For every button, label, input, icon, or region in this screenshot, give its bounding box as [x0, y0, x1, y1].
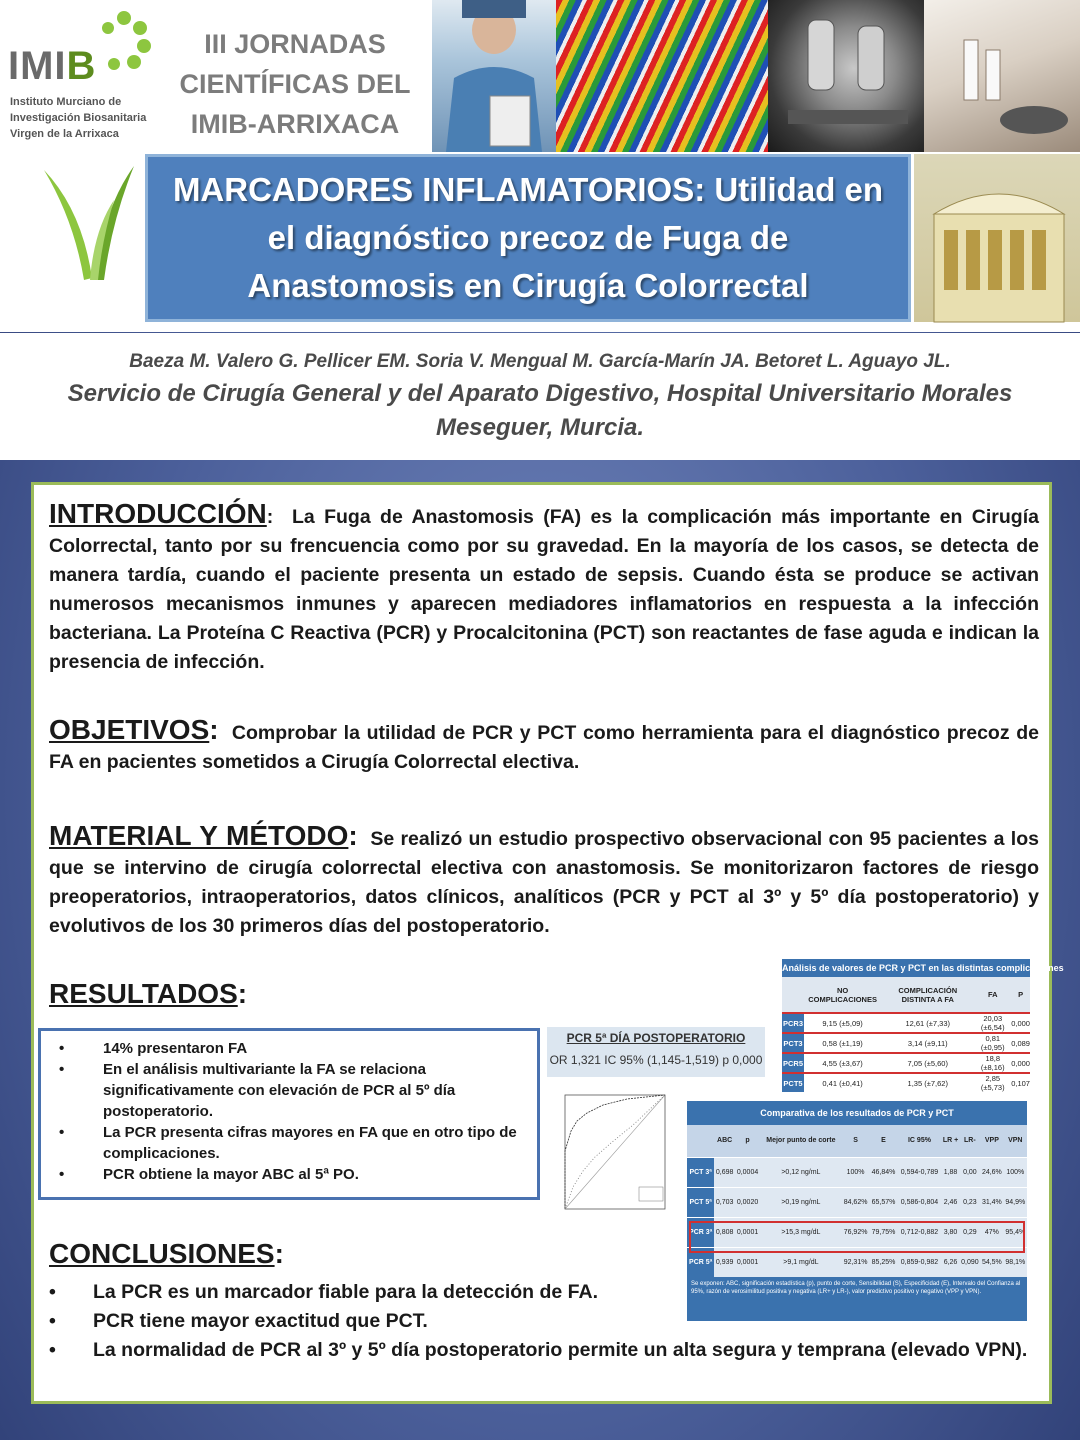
conclusion-item: • La PCR es un marcador fiable para la detección de FA. — [49, 1281, 598, 1303]
table-cell: 79,75% — [870, 1217, 898, 1247]
table-cell: 12,61 (±7,33) — [881, 1013, 974, 1033]
table-cell: 0,808 — [714, 1217, 735, 1247]
table-cell: 0,089 — [1011, 1033, 1030, 1053]
table-row — [782, 1053, 1030, 1073]
table-header-cell: E — [870, 1125, 898, 1157]
table-cell: 31,4% — [980, 1187, 1003, 1217]
section-conclusiones: CONCLUSIONES: — [49, 1238, 284, 1269]
introduccion-text: La Fuga de Anastomosis (FA) es la complicación más importante en Cirugía Colorrectal, tanto por su frencuencia como por su gravedad. En la mayoría de los casos, se detecta de manera tardía, cuando el paciente presenta un estado de sepsis. Cuando ésta se produce se activan numerosos mecanismos inmunes y aparecen mediadores inflamatorios en respuesta a la infección bacteriana. La Proteína C Reactiva (PCR) y Procalcitonina (PCT) son reactantes de fase aguda e indican la presencia de infección. — [49, 506, 1039, 673]
table-cell: 0,594-0,789 — [897, 1157, 941, 1187]
table-header-cell — [687, 1125, 714, 1157]
comparison-table-title: Comparativa de los resultados de PCR y PCT — [687, 1101, 1027, 1125]
table-header-cell: IC 95% — [897, 1125, 941, 1157]
table-cell: 18,8 (±8,16) — [974, 1053, 1011, 1073]
table-header-cell: Mejor punto de corte — [760, 1125, 841, 1157]
table-cell: 92,31% — [842, 1247, 870, 1277]
table-cell: 54,5% — [980, 1247, 1003, 1277]
results-item: • La PCR presenta cifras mayores en FA que en otro tipo de complicaciones. — [59, 1124, 517, 1162]
table-row — [687, 1187, 1027, 1217]
table-cell: 9,15 (±5,09) — [804, 1013, 881, 1033]
table-row-label: PCT3 — [782, 1033, 804, 1053]
table-header-cell: VPP — [980, 1125, 1003, 1157]
leaves-icon — [4, 160, 140, 280]
table-row — [687, 1157, 1027, 1187]
resultados-heading: RESULTADOS — [49, 978, 238, 1009]
table-header-cell: FA — [974, 977, 1011, 1013]
table-cell: >9,1 mg/dL — [760, 1247, 841, 1277]
table-cell: 76,92% — [842, 1217, 870, 1247]
header-band — [0, 0, 1080, 332]
table-cell: 85,25% — [870, 1247, 898, 1277]
objetivos-text: Comprobar la utilidad de PCR y PCT como herramienta para el diagnóstico precoz de FA en pacientes sometidos a Cirugía Colorrectal electiva. — [49, 722, 1039, 773]
section-resultados: RESULTADOS: — [49, 978, 248, 1009]
table-cell: 0,0001 — [735, 1217, 760, 1247]
table-header-cell: LR- — [960, 1125, 981, 1157]
complications-table-grid — [782, 977, 1030, 1092]
table-cell: 0,698 — [714, 1157, 735, 1187]
header-photos — [432, 0, 1080, 152]
lab-equipment-icon — [924, 0, 1080, 152]
table-cell: 0,107 — [1011, 1073, 1030, 1092]
table-cell: 2,46 — [941, 1187, 959, 1217]
table-cell: 0,0020 — [735, 1187, 760, 1217]
table-cell: 0,703 — [714, 1187, 735, 1217]
table-cell: 0,23 — [960, 1187, 981, 1217]
table-row-label: PCT 3ª — [687, 1157, 714, 1187]
imib-line-2: Investigación Biosanitaria — [10, 112, 147, 124]
roc-curve-figure — [547, 1091, 687, 1235]
table-cell: 46,84% — [870, 1157, 898, 1187]
table-cell: >15,3 mg/dL — [760, 1217, 841, 1247]
imib-logo — [4, 4, 164, 144]
poster-title: MARCADORES INFLAMATORIOS: Utilidad en el diagnóstico precoz de Fuga de Anastomosis en Cirugía Colorrectal — [172, 171, 884, 304]
table-row — [782, 1073, 1030, 1092]
table-row-label: PCT5 — [782, 1073, 804, 1092]
table-cell: 47% — [980, 1217, 1003, 1247]
table-cell: 24,6% — [980, 1157, 1003, 1187]
imib-dots-icon — [92, 8, 156, 88]
hospital-building-photo — [914, 154, 1080, 322]
table-cell: 94,9% — [1004, 1187, 1027, 1217]
table-row-label: PCR 3ª — [687, 1217, 714, 1247]
conclusion-item: • PCR tiene mayor exactitud que PCT. — [49, 1310, 428, 1332]
table-cell: 0,0001 — [735, 1247, 760, 1277]
conclusion-item: • La normalidad de PCR al 3º y 5º día postoperatorio permite un alta segura y temprana (elevado VPN). — [49, 1339, 1028, 1361]
table-cell: 0,00 — [960, 1157, 981, 1187]
pcr-box-or: OR 1,321 IC 95% (1,145-1,519) p 0,000 — [549, 1053, 763, 1067]
table-header-cell: p — [735, 1125, 760, 1157]
imib-line-1: Instituto Murciano de — [10, 96, 122, 108]
table-header-cell: P — [1011, 977, 1030, 1013]
table-cell: 0,939 — [714, 1247, 735, 1277]
pcr-5-dia-box — [547, 1027, 765, 1077]
table-cell: 0,859-0,982 — [897, 1247, 941, 1277]
introduccion-heading: INTRODUCCIÓN — [49, 498, 267, 529]
conclusiones-heading: CONCLUSIONES — [49, 1238, 275, 1269]
table-cell: 98,1% — [1004, 1247, 1027, 1277]
complications-table-title: Análisis de valores de PCR y PCT en las distintas complicaciones — [782, 959, 1030, 977]
authors-band — [0, 333, 1080, 460]
table-cell: 65,57% — [870, 1187, 898, 1217]
table-cell: 95,4% — [1004, 1217, 1027, 1247]
objetivos-heading: OBJETIVOS — [49, 714, 210, 745]
table-cell: 20,03 (±6,54) — [974, 1013, 1011, 1033]
section-material-metodo: MATERIAL Y MÉTODO: Se realizó un estudio prospectivo observacional con 95 pacientes a los que se intervino de cirugía colorrectal electiva con anastomosis. Se monitorizaron factores de riesgo preoperatorios, intraoperatorios, datos clínicos, analíticos (PCR y PCT al 3º y 5º día postoperatorio) y evolutivos de los 30 primeros días del postoperatorio. — [49, 820, 1039, 937]
service-affiliation: Servicio de Cirugía General y del Aparato Digestivo, Hospital Universitario Morales Meseguer, Murcia. — [67, 380, 1013, 441]
table-cell: >0,12 ng/mL — [760, 1157, 841, 1187]
microscope-icon — [768, 0, 924, 152]
lab-photo — [924, 0, 1080, 152]
table-row-label: PCR5 — [782, 1053, 804, 1073]
table-header-cell: NO COMPLICACIONES — [804, 977, 881, 1013]
table-cell: 0,586-0,804 — [897, 1187, 941, 1217]
table-cell: 0,81 (±0,95) — [974, 1033, 1011, 1053]
table-cell: >0,19 ng/mL — [760, 1187, 841, 1217]
table-cell: 0,000 — [1011, 1013, 1030, 1033]
section-objetivos: OBJETIVOS: Comprobar la utilidad de PCR y PCT como herramienta para el diagnóstico precoz de FA en pacientes sometidos a Cirugía Colorrectal electiva. — [49, 714, 1039, 773]
table-cell: 3,14 (±9,11) — [881, 1033, 974, 1053]
table-header-cell: COMPLICACIÓN DISTINTA A FA — [881, 977, 974, 1013]
table-cell: 0,000 — [1011, 1053, 1030, 1073]
nurse-figure-icon — [432, 0, 556, 152]
table-cell: 100% — [842, 1157, 870, 1187]
table-row — [782, 1033, 1030, 1053]
complications-table — [782, 959, 1064, 1092]
table-row-label: PCR 5ª — [687, 1247, 714, 1277]
results-item: • 14% presentaron FA — [59, 1040, 248, 1057]
results-item: • PCR obtiene la mayor ABC al 5ª PO. — [59, 1166, 359, 1183]
section-introduccion: INTRODUCCIÓN: La Fuga de Anastomosis (FA) es la complicación más importante en Cirugía Colorrectal, tanto por su frencuencia como por su gravedad. En la mayoría de los casos, se detecta de manera tardía, cuando el paciente presenta un estado de sepsis. Cuando ésta se produce se activan numerosos mecanismos inmunes y aparecen mediadores inflamatorios en respuesta a la infección bacteriana. La Proteína C Reactiva (PCR) y Procalcitonina (PCT) son reactantes de fase aguda e indican la presencia de infección. — [49, 498, 1039, 673]
material-heading: MATERIAL Y MÉTODO — [49, 820, 349, 851]
jornadas-title: III JORNADAS CIENTÍFICAS DEL IMIB-ARRIXACA — [179, 29, 411, 139]
roc-legend — [639, 1187, 663, 1201]
table-cell: 0,58 (±1,19) — [804, 1033, 881, 1053]
table-cell: 1,35 (±7,62) — [881, 1073, 974, 1092]
table-cell: 0,41 (±0,41) — [804, 1073, 881, 1092]
table-header-cell: S — [842, 1125, 870, 1157]
table-cell: 3,80 — [941, 1217, 959, 1247]
table-cell: 7,05 (±5,60) — [881, 1053, 974, 1073]
nurse-photo — [432, 0, 556, 152]
table-row — [782, 1013, 1030, 1033]
dna-sequence-photo — [556, 0, 768, 152]
table-header-cell — [782, 977, 804, 1013]
microscope-photo — [768, 0, 924, 152]
pcr-box-title: PCR 5ª DÍA POSTOPERATORIO — [566, 1031, 746, 1045]
table-cell: 6,26 — [941, 1247, 959, 1277]
material-text: Se realizó un estudio prospectivo observacional con 95 pacientes a los que se intervino de cirugía colorrectal electiva con anastomosis. Se monitorizaron factores de riesgo preoperatorios, intraoperatorios, datos clínicos, analíticos (PCR y PCT al 3º y 5º día postoperatorio) y evolutivos de los 30 primeros días del postoperatorio. — [49, 828, 1039, 937]
table-cell: 2,85 (±5,73) — [974, 1073, 1011, 1092]
table-cell: 0,090 — [960, 1247, 981, 1277]
table-header-cell: ABC — [714, 1125, 735, 1157]
imib-line-3: Virgen de la Arrixaca — [10, 128, 119, 140]
comparison-table-footnote: Se exponen: ABC, significación estadística (p), punto de corte, Sensibilidad (S), Especificidad (E), Intervalo del Confianza al 95%, razón de verosimilitud positiva y negativa (LR+ y LR-), valor predictivo positivo y negativo (VPP y VPN). — [687, 1277, 1027, 1321]
table-row-label: PCT 5ª — [687, 1187, 714, 1217]
table-cell: 0,712-0,882 — [897, 1217, 941, 1247]
table-header-cell: VPN — [1004, 1125, 1027, 1157]
content-panel — [31, 482, 1064, 1404]
table-row-label: PCR3 — [782, 1013, 804, 1033]
imib-acronym: IMIB — [8, 44, 97, 88]
table-cell: 84,62% — [842, 1187, 870, 1217]
table-cell: 0,0004 — [735, 1157, 760, 1187]
table-header-cell: LR + — [941, 1125, 959, 1157]
table-cell: 0,29 — [960, 1217, 981, 1247]
area-logo — [4, 160, 140, 310]
table-cell: 100% — [1004, 1157, 1027, 1187]
building-icon — [914, 154, 1080, 322]
table-cell: 4,55 (±3,67) — [804, 1053, 881, 1073]
table-cell: 1,88 — [941, 1157, 959, 1187]
poster-title-box — [145, 154, 911, 322]
results-item: • En el análisis multivariante la FA se relaciona significativamente con elevación de PCR al 5º día postoperatorio. — [59, 1061, 456, 1120]
results-list-box — [38, 1028, 540, 1200]
authors: Baeza M. Valero G. Pellicer EM. Soria V. Mengual M. García-Marín JA. Betoret L. Aguayo JL. — [129, 351, 951, 372]
